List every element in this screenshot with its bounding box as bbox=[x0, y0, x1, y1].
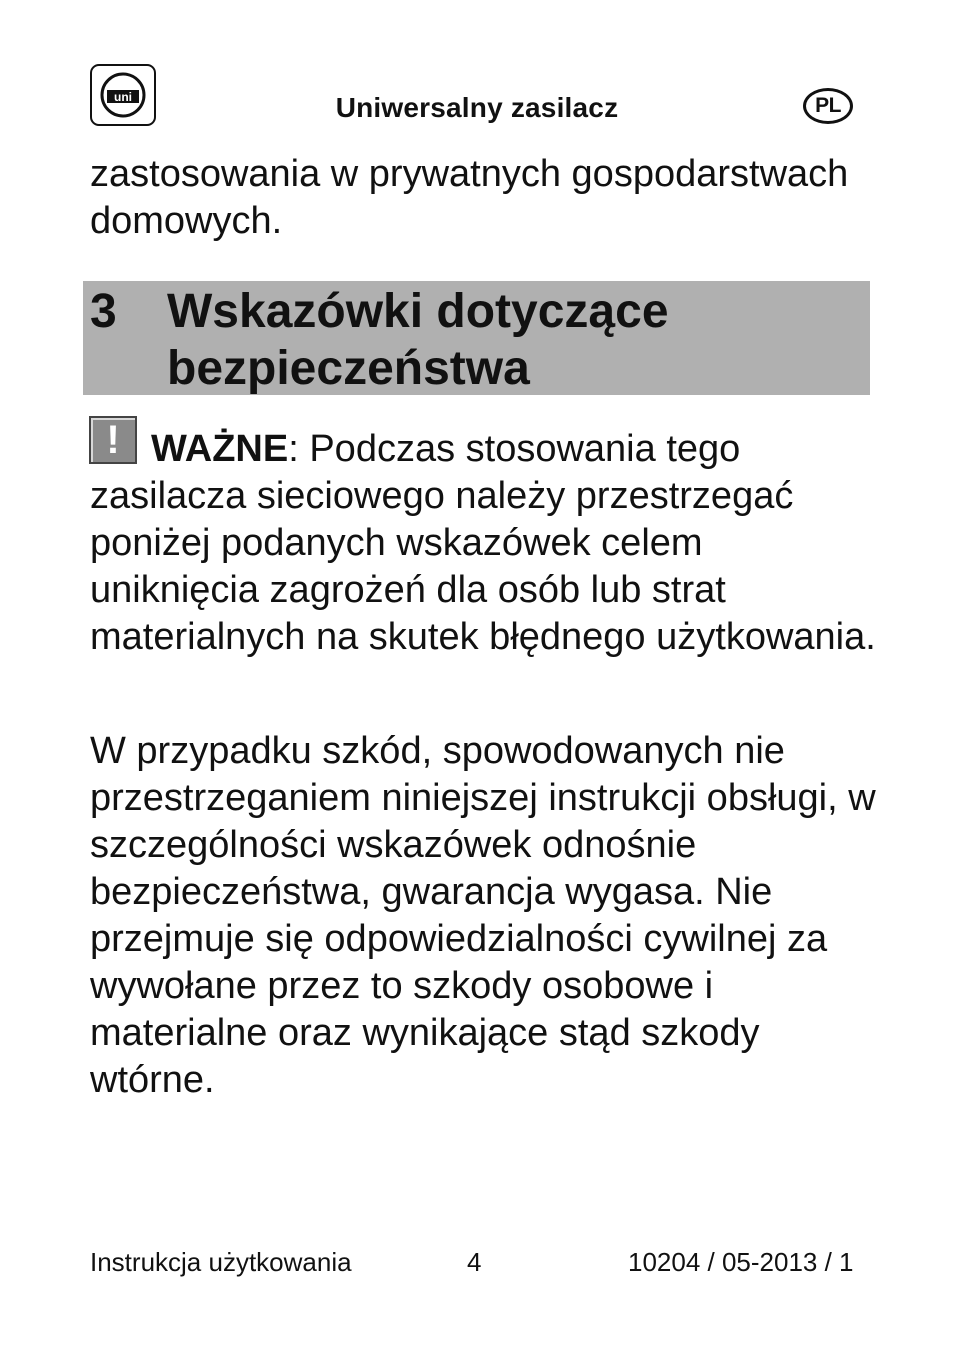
logo-text: uni bbox=[114, 90, 132, 104]
liability-paragraph: W przypadku szkód, spowodowanych nie przestrzeganiem niniejszej instrukcji obsługi, w szczególności wskazówek odnośnie bezpieczeństwa, gwarancja wygasa. Nie przejmuje się odpowiedzialności cywilnej za wywołane przez to szkody osobowe i materialne oraz wynikające stąd szkody wtórne. bbox=[90, 730, 876, 1101]
warning-paragraph bbox=[90, 426, 880, 661]
footer-document-code: 10204 / 05-2013 / 1 bbox=[628, 1247, 854, 1277]
section-number: 3 bbox=[90, 285, 117, 338]
footer-document-type: Instrukcja użytkowania bbox=[90, 1247, 352, 1277]
footer-page-number: 4 bbox=[467, 1247, 482, 1277]
intro-paragraph: zastosowania w prywatnych gospodarstwach domowych. bbox=[90, 153, 849, 242]
section-title: Wskazówki dotyczące bezpieczeństwa bbox=[167, 285, 669, 395]
document-header-title: Uniwersalny zasilacz bbox=[335, 92, 619, 123]
warning-text: Podczas stosowania tego zasilacza sieciowego należy przestrzegać poniżej podanych wskazówek celem uniknięcia zagrożeń dla osób lub strat materialnych na skutek błędnego użytkowania. bbox=[90, 428, 876, 658]
warning-separator: : bbox=[288, 428, 299, 470]
warning-icon-glyph: ! bbox=[106, 418, 120, 462]
language-badge: PL bbox=[803, 88, 853, 124]
warning-label: WAŻNE bbox=[151, 428, 289, 470]
